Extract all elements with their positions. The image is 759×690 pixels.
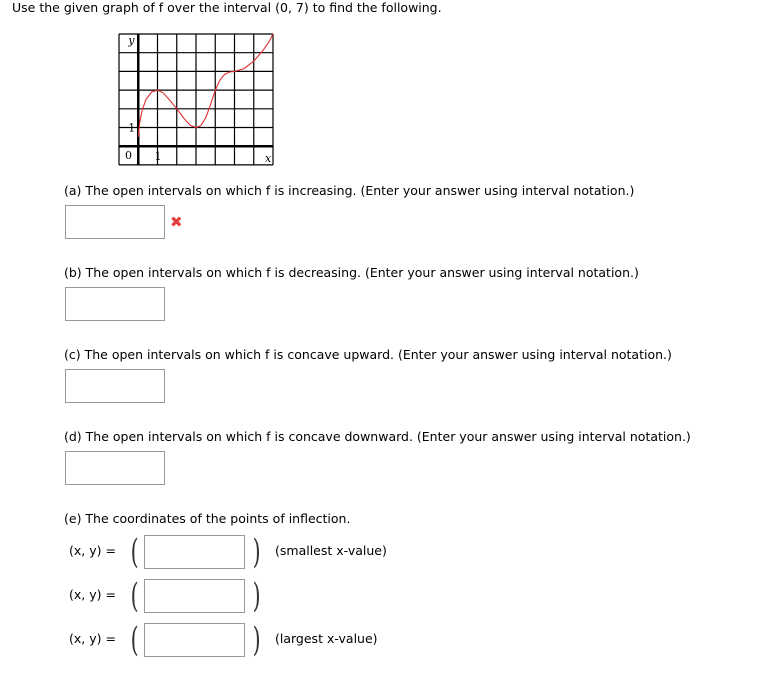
question-c: (c) The open intervals on which f is concave upward. (Enter your answer using interval notation.) [64, 347, 672, 362]
answer-d-input[interactable] [65, 451, 165, 485]
x-axis-label: x [265, 151, 272, 165]
question-d: (d) The open intervals on which f is concave downward. (Enter your answer using interval notation.) [64, 429, 691, 444]
answer-b-input[interactable] [65, 287, 165, 321]
right-paren: ) [252, 576, 261, 616]
answer-c-input[interactable] [65, 369, 165, 403]
origin-label: 0 [125, 149, 132, 163]
x-tick-label: 1 [154, 150, 162, 164]
incorrect-x-icon: ✖ [170, 213, 183, 231]
left-paren: ( [130, 532, 139, 572]
y-axis-label: y [128, 34, 135, 47]
xy-label-1: (x, y) = [69, 543, 116, 558]
inflection-point-3-input[interactable] [144, 623, 245, 657]
left-paren: ( [130, 576, 139, 616]
inflection-point-1-input[interactable] [144, 535, 245, 569]
question-e: (e) The coordinates of the points of inflection. [64, 511, 351, 526]
question-a: (a) The open intervals on which f is increasing. (Enter your answer using interval notation.) [64, 183, 635, 198]
largest-note: (largest x-value) [275, 631, 378, 646]
function-graph [116, 31, 278, 169]
left-paren: ( [130, 620, 139, 660]
problem-title: Use the given graph of f over the interval (0, 7) to find the following. [12, 0, 442, 15]
xy-label-3: (x, y) = [69, 631, 116, 646]
right-paren: ) [252, 620, 261, 660]
answer-a-input[interactable] [65, 205, 165, 239]
question-b: (b) The open intervals on which f is decreasing. (Enter your answer using interval notation.) [64, 265, 639, 280]
right-paren: ) [252, 532, 261, 572]
xy-label-2: (x, y) = [69, 587, 116, 602]
function-curve [138, 34, 273, 137]
y-tick-label: 1 [128, 121, 136, 135]
inflection-point-2-input[interactable] [144, 579, 245, 613]
smallest-note: (smallest x-value) [275, 543, 387, 558]
